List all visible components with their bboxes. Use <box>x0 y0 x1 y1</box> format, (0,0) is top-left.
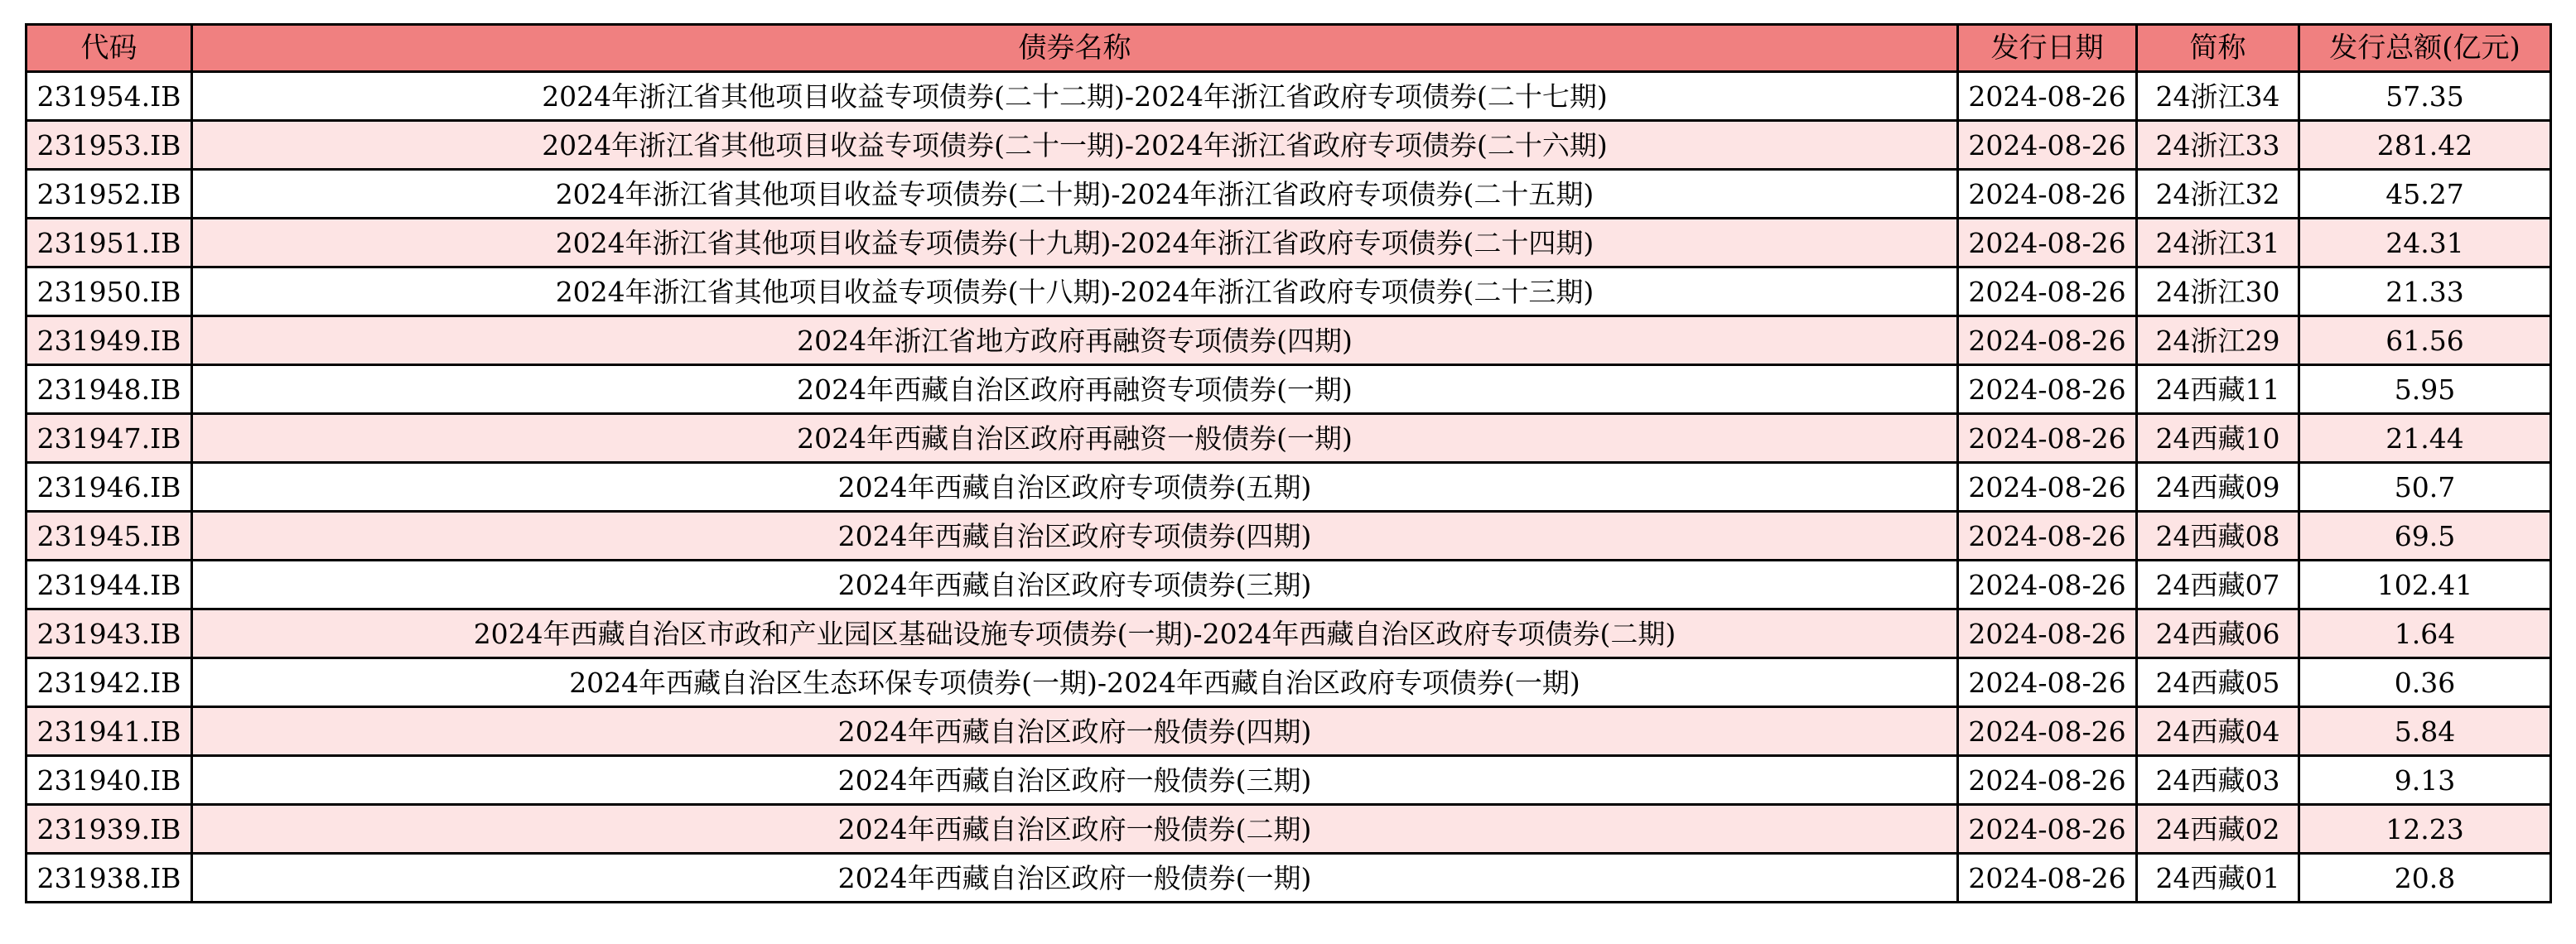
cell-code: 231940.IB <box>27 756 192 805</box>
cell-issue-date: 2024-08-26 <box>1958 658 2137 707</box>
cell-bond-name: 2024年西藏自治区政府专项债券(三期) <box>192 561 1958 609</box>
table-row <box>27 121 2551 170</box>
table-row <box>27 658 2551 707</box>
cell-issue-date: 2024-08-26 <box>1958 121 2137 170</box>
cell-short-name: 24浙江29 <box>2137 316 2299 365</box>
cell-issue-amount: 5.95 <box>2299 365 2551 414</box>
cell-bond-name: 2024年西藏自治区生态环保专项债券(一期)-2024年西藏自治区政府专项债券(一期) <box>192 658 1958 707</box>
cell-bond-name: 2024年西藏自治区政府一般债券(一期) <box>192 854 1958 903</box>
cell-short-name: 24西藏06 <box>2137 609 2299 658</box>
cell-issue-amount: 20.8 <box>2299 854 2551 903</box>
cell-short-name: 24西藏01 <box>2137 854 2299 903</box>
table-row <box>27 72 2551 121</box>
cell-issue-amount: 69.5 <box>2299 512 2551 561</box>
table-row <box>27 365 2551 414</box>
table-row <box>27 707 2551 756</box>
cell-bond-name: 2024年西藏自治区政府一般债券(二期) <box>192 805 1958 854</box>
header-bond-name: 债券名称 <box>192 25 1958 72</box>
cell-issue-date: 2024-08-26 <box>1958 365 2137 414</box>
header-issue-date: 发行日期 <box>1958 25 2137 72</box>
table-row <box>27 463 2551 512</box>
cell-issue-date: 2024-08-26 <box>1958 756 2137 805</box>
cell-short-name: 24西藏05 <box>2137 658 2299 707</box>
table-row <box>27 854 2551 903</box>
cell-code: 231944.IB <box>27 561 192 609</box>
cell-bond-name: 2024年浙江省地方政府再融资专项债券(四期) <box>192 316 1958 365</box>
cell-issue-date: 2024-08-26 <box>1958 854 2137 903</box>
cell-code: 231948.IB <box>27 365 192 414</box>
cell-code: 231949.IB <box>27 316 192 365</box>
cell-bond-name: 2024年西藏自治区政府一般债券(四期) <box>192 707 1958 756</box>
cell-bond-name: 2024年浙江省其他项目收益专项债券(二十期)-2024年浙江省政府专项债券(二十五期) <box>192 170 1958 219</box>
table-row <box>27 414 2551 463</box>
cell-bond-name: 2024年西藏自治区政府专项债券(四期) <box>192 512 1958 561</box>
cell-code: 231946.IB <box>27 463 192 512</box>
cell-code: 231938.IB <box>27 854 192 903</box>
header-row <box>27 25 2551 72</box>
cell-issue-amount: 61.56 <box>2299 316 2551 365</box>
bond-table-container <box>25 23 2549 903</box>
cell-issue-date: 2024-08-26 <box>1958 512 2137 561</box>
cell-issue-amount: 50.7 <box>2299 463 2551 512</box>
cell-issue-date: 2024-08-26 <box>1958 219 2137 267</box>
cell-issue-amount: 102.41 <box>2299 561 2551 609</box>
table-body <box>27 72 2551 903</box>
cell-code: 231952.IB <box>27 170 192 219</box>
cell-issue-date: 2024-08-26 <box>1958 805 2137 854</box>
cell-short-name: 24西藏08 <box>2137 512 2299 561</box>
cell-short-name: 24西藏10 <box>2137 414 2299 463</box>
cell-code: 231950.IB <box>27 267 192 316</box>
cell-short-name: 24西藏04 <box>2137 707 2299 756</box>
cell-issue-amount: 57.35 <box>2299 72 2551 121</box>
table-row <box>27 805 2551 854</box>
cell-issue-amount: 21.44 <box>2299 414 2551 463</box>
table-row <box>27 609 2551 658</box>
cell-issue-date: 2024-08-26 <box>1958 316 2137 365</box>
cell-bond-name: 2024年西藏自治区政府一般债券(三期) <box>192 756 1958 805</box>
header-short-name: 简称 <box>2137 25 2299 72</box>
cell-short-name: 24西藏07 <box>2137 561 2299 609</box>
cell-code: 231943.IB <box>27 609 192 658</box>
cell-issue-date: 2024-08-26 <box>1958 707 2137 756</box>
cell-issue-amount: 0.36 <box>2299 658 2551 707</box>
cell-short-name: 24西藏09 <box>2137 463 2299 512</box>
table-row <box>27 316 2551 365</box>
cell-short-name: 24浙江30 <box>2137 267 2299 316</box>
cell-issue-date: 2024-08-26 <box>1958 170 2137 219</box>
cell-issue-amount: 9.13 <box>2299 756 2551 805</box>
cell-issue-date: 2024-08-26 <box>1958 463 2137 512</box>
cell-short-name: 24浙江32 <box>2137 170 2299 219</box>
cell-bond-name: 2024年西藏自治区政府专项债券(五期) <box>192 463 1958 512</box>
cell-code: 231942.IB <box>27 658 192 707</box>
cell-short-name: 24浙江34 <box>2137 72 2299 121</box>
cell-code: 231945.IB <box>27 512 192 561</box>
bond-table <box>25 23 2552 903</box>
cell-short-name: 24西藏02 <box>2137 805 2299 854</box>
table-row <box>27 219 2551 267</box>
cell-code: 231951.IB <box>27 219 192 267</box>
cell-bond-name: 2024年西藏自治区政府再融资一般债券(一期) <box>192 414 1958 463</box>
header-code: 代码 <box>27 25 192 72</box>
cell-issue-amount: 1.64 <box>2299 609 2551 658</box>
cell-short-name: 24浙江33 <box>2137 121 2299 170</box>
cell-issue-date: 2024-08-26 <box>1958 414 2137 463</box>
cell-code: 231947.IB <box>27 414 192 463</box>
cell-issue-amount: 5.84 <box>2299 707 2551 756</box>
table-row <box>27 561 2551 609</box>
cell-issue-date: 2024-08-26 <box>1958 267 2137 316</box>
cell-bond-name: 2024年浙江省其他项目收益专项债券(二十二期)-2024年浙江省政府专项债券(二十七期) <box>192 72 1958 121</box>
cell-code: 231954.IB <box>27 72 192 121</box>
cell-bond-name: 2024年浙江省其他项目收益专项债券(十八期)-2024年浙江省政府专项债券(二十三期) <box>192 267 1958 316</box>
table-row <box>27 756 2551 805</box>
cell-code: 231953.IB <box>27 121 192 170</box>
table-row <box>27 512 2551 561</box>
cell-issue-amount: 281.42 <box>2299 121 2551 170</box>
cell-issue-amount: 24.31 <box>2299 219 2551 267</box>
cell-bond-name: 2024年浙江省其他项目收益专项债券(十九期)-2024年浙江省政府专项债券(二十四期) <box>192 219 1958 267</box>
table-row <box>27 170 2551 219</box>
cell-issue-amount: 21.33 <box>2299 267 2551 316</box>
cell-issue-date: 2024-08-26 <box>1958 72 2137 121</box>
cell-code: 231941.IB <box>27 707 192 756</box>
cell-bond-name: 2024年西藏自治区市政和产业园区基础设施专项债券(一期)-2024年西藏自治区政府专项债券(二期) <box>192 609 1958 658</box>
cell-short-name: 24西藏03 <box>2137 756 2299 805</box>
cell-issue-date: 2024-08-26 <box>1958 561 2137 609</box>
cell-issue-amount: 45.27 <box>2299 170 2551 219</box>
table-row <box>27 267 2551 316</box>
cell-bond-name: 2024年浙江省其他项目收益专项债券(二十一期)-2024年浙江省政府专项债券(二十六期) <box>192 121 1958 170</box>
cell-short-name: 24西藏11 <box>2137 365 2299 414</box>
cell-issue-date: 2024-08-26 <box>1958 609 2137 658</box>
cell-issue-amount: 12.23 <box>2299 805 2551 854</box>
cell-short-name: 24浙江31 <box>2137 219 2299 267</box>
header-issue-amount: 发行总额(亿元) <box>2299 25 2551 72</box>
cell-code: 231939.IB <box>27 805 192 854</box>
cell-bond-name: 2024年西藏自治区政府再融资专项债券(一期) <box>192 365 1958 414</box>
